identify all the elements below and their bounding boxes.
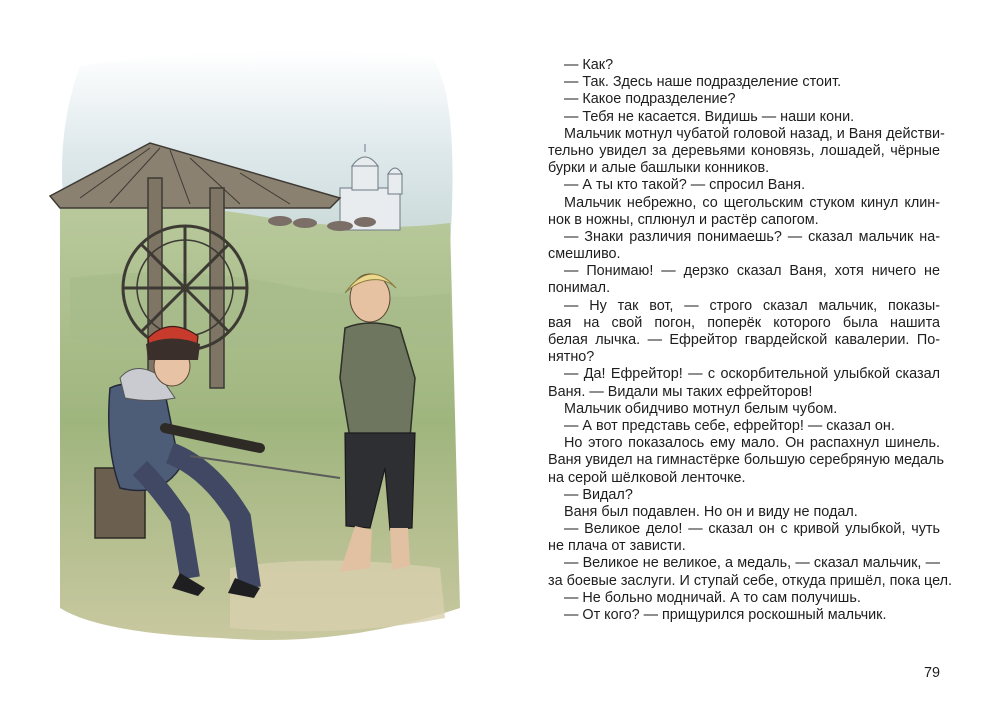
text-line: Но этого показалось ему мало. Он распахнул шинель. [564,435,940,452]
illustration-drawing [40,48,478,648]
text-line: — Видал? [564,486,633,503]
text-line: белая лычка. — Ефрейтор гвардейской кавалерии. По- [548,332,940,348]
text-line: Ваня был подавлен. Но он и виду не подал. [564,503,858,520]
text-line: нятно? [548,349,595,366]
text-line: тельно увидел за деревьями коновязь, лошадей, чёрные [548,142,940,159]
text-line: — А ты кто такой? — спросил Ваня. [564,177,806,194]
text-line: — Знаки различия понимаешь? — сказал мальчик на- [564,228,940,245]
text-line: — Ну так вот, — строго сказал мальчик, показы- [564,297,940,314]
text-line: — Какое подразделение? [564,91,736,108]
text-line: — Тебя не касается. Видишь — наши кони. [564,108,855,125]
text-line: бурки и алые башлыки конников. [548,160,770,177]
text-line: вая на свой погон, поперёк которого была нашита [548,314,940,331]
text-line: смешливо. [548,246,621,263]
text-line: Ваня. — Видали мы таких ефрейторов! [548,383,813,400]
text-line: понимал. [548,280,611,297]
book-illustration [40,48,478,648]
text-line: — Не больно модничай. А то сам получишь. [564,589,861,606]
text-line: не плача от зависти. [548,538,686,555]
text-line: — От кого? — прищурился роскошный мальчик. [564,607,887,623]
text-line: Мальчик небрежно, со щегольским стуком кинул клин- [564,194,940,211]
text-line: — Да! Ефрейтор! — с оскорбительной улыбкой сказал [564,366,940,383]
text-line: нок в ножны, сплюнул и растёр сапогом. [548,211,819,228]
text-line: — Так. Здесь наше подразделение стоит. [564,74,842,91]
text-line: Мальчик обидчиво мотнул белым чубом. [564,400,838,417]
book-text-column [548,57,952,624]
text-line: Мальчик мотнул чубатой головой назад, и Ваня действи- [564,125,945,142]
text-line: — Великое дело! — сказал он с кривой улыбкой, чуть [564,521,940,538]
text-line: за боевые заслуги. И ступай себе, откуда пришёл, пока цел. [548,572,952,589]
text-line: — Как? [564,57,614,73]
text-line: — Великое не великое, а медаль, — сказал мальчик, — [564,555,940,572]
page-number: 79 [923,665,940,681]
text-line: Ваня увидел на гимнастёрке большую серебряную медаль [548,452,944,469]
text-line: — А вот представь себе, ефрейтор! — сказал он. [564,417,895,434]
text-line: на серой шёлковой ленточке. [548,469,746,486]
text-line: — Понимаю! — дерзко сказал Ваня, хотя ничего не [564,263,940,280]
